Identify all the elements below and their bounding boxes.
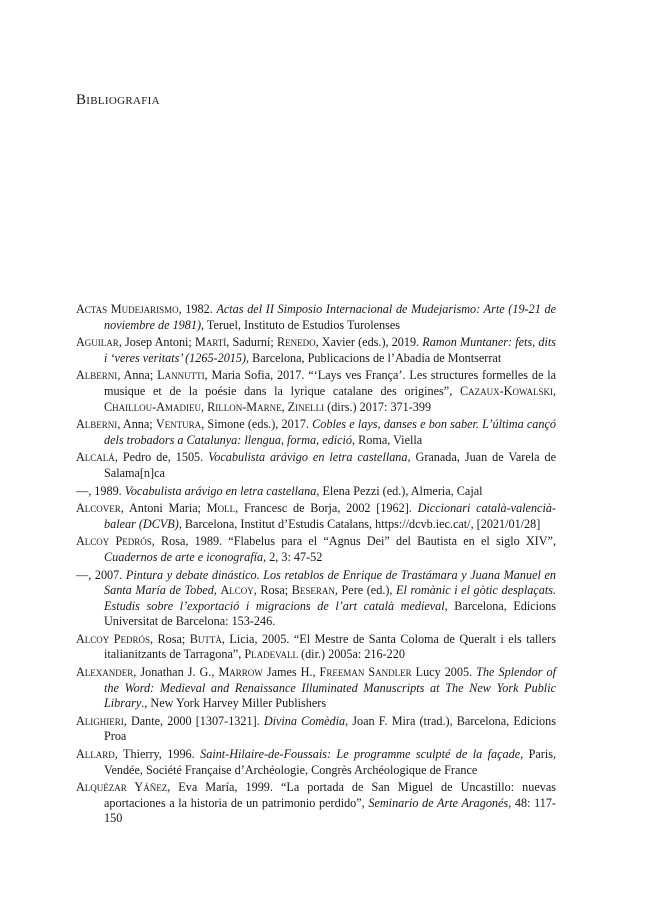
bibliography-entry (76, 665, 556, 712)
work-title: Seminario de Arte Aragonés (368, 795, 509, 810)
page-title: Bibliografia (76, 92, 160, 108)
entry-text: , 1982. (178, 302, 217, 316)
entry-text: , Anna; (117, 368, 158, 383)
entry-text: , Antoni Maria; (120, 501, 207, 516)
author-name: Actas Mudejarismo (76, 302, 179, 316)
entry-text: , Eva María, 1999. “La portada de San Miguel de Uncastillo: nuevas aportaciones a la historia de un patrimonio perdido”, (104, 780, 556, 810)
entry-text: , Barcelona, Edicions Universitat de Barcelona: 153-246. (104, 598, 556, 629)
author-name: Renedo (276, 335, 316, 350)
entry-text: , Roma, Viella (352, 432, 423, 447)
author-name: Pladevall (244, 647, 298, 662)
author-name: Marrow (218, 665, 263, 680)
bibliography-entry (76, 335, 556, 366)
author-name: Martí (194, 335, 227, 350)
entry-text: , 2, 3: 47-52 (263, 549, 323, 564)
entry-text: —, 1989. (76, 483, 125, 498)
work-title: Vocabulista arávigo en letra castellana (124, 483, 317, 498)
entry-text: , Granada, Juan de Varela de Salama[n]ca (104, 450, 557, 480)
entry-text: Lucy 2005. (411, 665, 477, 680)
work-title: Pintura y debate dinástico. Los retablos de Enrique de Trastámara y Juana Manuel en Santa María de Tobed (104, 567, 557, 598)
author-name: Alcover (76, 501, 121, 516)
entry-text: , Thierry, 1996. (114, 747, 201, 762)
bibliography-entry (76, 450, 556, 481)
author-name: Buttà (189, 631, 222, 646)
work-title: Saint-Hilaire-de-Foussais: Le programme sculpté de la façade (200, 747, 521, 762)
entry-text: , Barcelona, Publicacions de l’Abadia de Montserrat (246, 350, 502, 365)
entry-text: , Licia, 2005. “El Mestre de Santa Coloma de Queralt i els tallers italianitzants de Tarragona”, (104, 631, 556, 662)
entry-text: ., New York Harvey Miller Publishers (141, 696, 327, 711)
entry-text: (dirs.) 2017: 371-399 (324, 399, 432, 414)
entry-text: James H., (262, 665, 320, 680)
author-name: Moll (206, 501, 236, 516)
work-title: Vocabulista arávigo en letra castellana (208, 450, 408, 465)
work-title: The Splendor of the Word: Medieval and Renaissance Illuminated Manuscripts at The New York Public Library (104, 665, 556, 711)
author-name: Ventura (155, 417, 202, 432)
bibliography-entry (76, 632, 556, 663)
author-name: Alberni (76, 417, 118, 432)
entry-text: , Rosa, 1989. “Flabelus para el “Agnus Dei” del Bautista en el siglo XIV”, (151, 534, 556, 549)
work-title: Actas del II Simposio Internacional de Mudejarismo: Arte (19-21 de noviembre de 1981) (104, 302, 556, 332)
work-title: Cobles e lays, danses e bon saber. L’última cançó dels trobadors a Catalunya: llengua, forma, edició (104, 417, 556, 447)
entry-text: , (213, 583, 221, 598)
author-name: Alquézar Yáñez (76, 780, 168, 795)
bibliography-entry (76, 714, 556, 745)
bibliography-entry (76, 302, 556, 333)
author-name: Alcoy Pedrós (76, 534, 152, 549)
author-name: Beseran (291, 583, 335, 598)
bibliography-entry (76, 484, 556, 500)
work-title: Divina Comèdia (263, 713, 346, 728)
entry-text: , Anna; (117, 417, 156, 432)
bibliography-entry (76, 568, 556, 630)
work-title: El romànic i el gòtic desplaçats. Estudis sobre l’exportació i migracions de l’art català medieval (104, 583, 556, 613)
entry-text: , Josep Antoni; (118, 335, 195, 350)
author-name: Allard (76, 747, 115, 762)
work-title: Ramon Muntaner: fets, dits i ‘veres veritats’ (1265-2015) (104, 335, 556, 365)
work-title: Diccionari català-valencià-balear (DCVB) (104, 501, 556, 531)
entry-text: , Teruel, Instituto de Estudios Turolenses (201, 317, 401, 332)
entry-text: , Sadurní; (226, 335, 277, 350)
entry-text: (dir.) 2005a: 216-220 (297, 647, 405, 662)
entry-text: , Francesc de Borja, 2002 [1962]. (235, 501, 418, 516)
author-name: Cazaux-Kowalski, Chaillou-Amadieu, Rillon-Marne, Zinelli (104, 383, 556, 414)
entry-text: , Dante, 2000 [1307-1321]. (123, 713, 264, 728)
entry-text: , Rosa; (150, 631, 190, 646)
entry-text: , Barcelona, Institut d’Estudis Catalans, https://dcvb.iec.cat/, [2021/01/28] (178, 516, 541, 531)
author-name: Alighieri (76, 713, 124, 728)
entry-text: , Jonathan J. G., (133, 665, 219, 680)
bibliography-list (76, 302, 556, 829)
bibliography-entry (76, 747, 556, 778)
entry-text: , Xavier (eds.), 2019. (315, 335, 423, 350)
bibliography-entry (76, 780, 556, 827)
author-name: Lannutti (157, 368, 205, 383)
entry-text: , 48: 117-150 (104, 795, 556, 826)
work-title: Cuadernos de arte e iconografía (104, 549, 264, 564)
author-name: Aguilar (76, 335, 119, 350)
entry-text: —, 2007. (76, 567, 126, 582)
author-name: Alcoy Pedrós (76, 631, 151, 646)
bibliography-entry (76, 534, 556, 565)
bibliography-entry (76, 501, 556, 532)
entry-text: , Rosa; (253, 583, 292, 598)
bibliography-entry (76, 368, 556, 415)
author-name: Alberni (76, 368, 118, 383)
author-name: Alcoy (220, 583, 254, 598)
entry-text: , Pere (ed.), (334, 583, 397, 598)
entry-text: , Pedro de, 1505. (114, 450, 209, 465)
entry-text: , Simone (eds.), 2017. (201, 417, 313, 432)
bibliography-entry (76, 417, 556, 448)
author-name: Alexander (76, 665, 134, 680)
entry-text: , Paris, Vendée, Société Française d’Archéologie, Congrès Archéologique de France (104, 747, 557, 777)
entry-text: , Elena Pezzi (ed.), Almeria, Cajal (316, 483, 483, 498)
author-name: Alcalá (76, 450, 115, 465)
entry-text: , Joan F. Mira (trad.), Barcelona, Edicions Proa (104, 713, 556, 744)
author-name: Freeman Sandler (319, 665, 412, 680)
entry-text: , Maria Sofia, 2017. “‘Lays ves França’. Les structures formelles de la musique et de la poésie dans la lyrique catalane des origines”, (104, 368, 556, 398)
